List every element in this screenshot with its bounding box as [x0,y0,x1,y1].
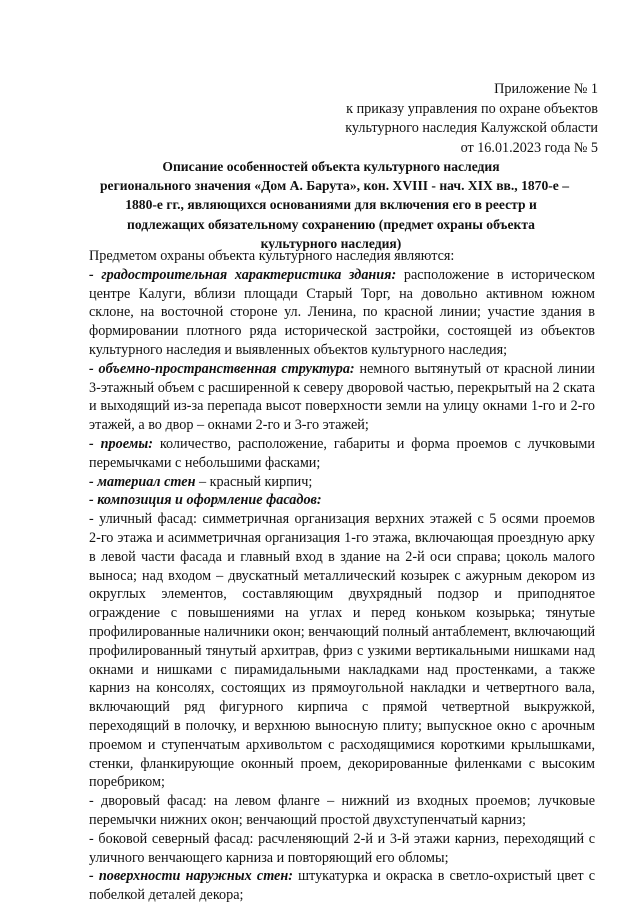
intro-text: Предметом охраны объекта культурного наследия являются: [89,248,455,264]
text-line: перемычками с небольшими фасками; [89,454,321,471]
paragraph-openings [89,435,595,473]
text-line: центре Калуги, вблизи площади Старый Торг, на довольно активном южном [89,285,595,302]
paragraph-street-facade [89,510,595,792]
text-line: ограждение с повышениями на углах и перед коньком козырька; тянутые [89,605,595,622]
text-line: – красный кирпич; [195,473,313,490]
title-line: подлежащих обязательному сохранению (предмет охраны объекта [127,216,535,232]
text-line: этажей, а во двор – окнами 2-го и 3-го этажей; [89,417,369,434]
openings-label: - проемы: [89,435,153,452]
text-line: - боковой северный фасад: расчленяющий 2-й и 3-й этажи карниз, переходящий с [89,830,595,847]
text-line: и выходящий из-за перепада высот поверхности земли на улицу окнами 1-го и 2-го [89,398,595,415]
text-line: расположение в историческом [396,266,595,283]
urban-planning-label: - градостроительная характеристика здания: [89,266,397,283]
text-line: профилированные наличники окон; венчающий полный антаблемент, включающий [89,623,596,640]
title-line: регионального значения «Дом А. Барута», кон. XVIII - нач. XIX вв., 1870-е – [100,178,570,194]
facades-label: - композиция и оформление фасадов: [89,492,322,509]
appendix-date: от 16.01.2023 года № 5 [460,139,598,156]
text-line: - дворовый фасад: на левом фланге – нижний из входных проемов; лучковые [89,793,595,810]
text-line: округлых элементов, составляющим двухрядный подзор и приподнятое [89,586,595,603]
appendix-authority: культурного наследия Калужской области [345,120,598,136]
document-body [89,247,595,905]
text-line: окнами и нишками с пирамидальными накладками над простенками, а также [89,661,595,678]
wall-surfaces-label: - поверхности наружных стен: [89,868,293,885]
text-line: проемом и ступенчатым архивольтом с расходящимися короткими крылышками, [89,736,595,753]
title-line: культурного наследия) [260,235,402,251]
text-line: карниз на консолях, состоящих из прямоугольной накладки и четвертного вала, [89,680,595,697]
text-line: - уличный фасад: симметричная организация верхних этажей с 5 осями проемов [89,511,595,528]
text-line: перемычки нижних окон; венчающий простой двухступенчатый карниз; [89,811,526,828]
paragraph-courtyard-facade [89,792,595,830]
document-title [100,157,570,253]
text-line: склоне, на восточной стороне ул. Ленина, по красной линии; участие здания в [89,304,595,321]
title-line: 1880-е гг., являющихся основаниями для включения его в реестр и [125,197,537,213]
text-line: переходящий в полочку, и верхнюю выносную плиту; выпускное окно с арочным [89,717,595,734]
text-line: включающий ряд фигурного кирпича с прямой четвертной выкружкой, [89,699,595,716]
volume-structure-label: - объемно-пространственная структура: [89,360,355,377]
paragraph-volume-structure [89,360,595,435]
text-line: уличного венчающего карниза и повторяющий его обломы; [89,849,449,866]
text-line: формировании плотного ряда исторической застройки, состоящей из объектов [89,323,595,340]
text-line: побелкой деталей декора; [89,887,244,904]
appendix-number: Приложение № 1 [494,81,598,97]
paragraph-facades-heading [89,491,595,510]
text-line: культурного наследия и выявленных объектов культурного наследия; [89,341,508,358]
text-line: 2-го этажа и асимметричная организация 1-го этажа, включающая проездную арку [89,529,595,546]
text-line: поребриком; [89,774,165,791]
wall-material-label: - материал стен [89,473,196,490]
paragraph-wall-surfaces [89,867,595,905]
paragraph-urban-planning [89,266,595,360]
paragraph-north-facade [89,830,595,868]
text-line: 3-этажный объем с расширенной к северу дворовой частью, перекрытый на 2 ската [89,379,595,396]
paragraph-wall-material [89,473,595,492]
title-line: Описание особенностей объекта культурного наследия [162,159,500,174]
text-line: немного вытянутый от красной линии [354,360,596,377]
text-line: стенки, фланкирующие оконный проем, декорированные филенками с высоким [89,755,595,772]
intro-paragraph [89,247,595,266]
appendix-header [345,80,598,158]
appendix-order-ref: к приказу управления по охране объектов [346,100,598,117]
text-line: количество, расположение, габариты и форма проемов с лучковыми [152,435,595,452]
text-line: выноса; над входом – двускатный металлический козырек с ажурным декором из [89,567,595,584]
text-line: в левой части фасада и главный вход в здание на 2-й оси справа; цоколь малого [89,548,595,565]
text-line: профилированный тянутый архитрав, фриз с узкими вертикальными нишками над [89,642,595,659]
text-line: штукатурка и окраска в светло-охристый цвет с [292,868,595,885]
